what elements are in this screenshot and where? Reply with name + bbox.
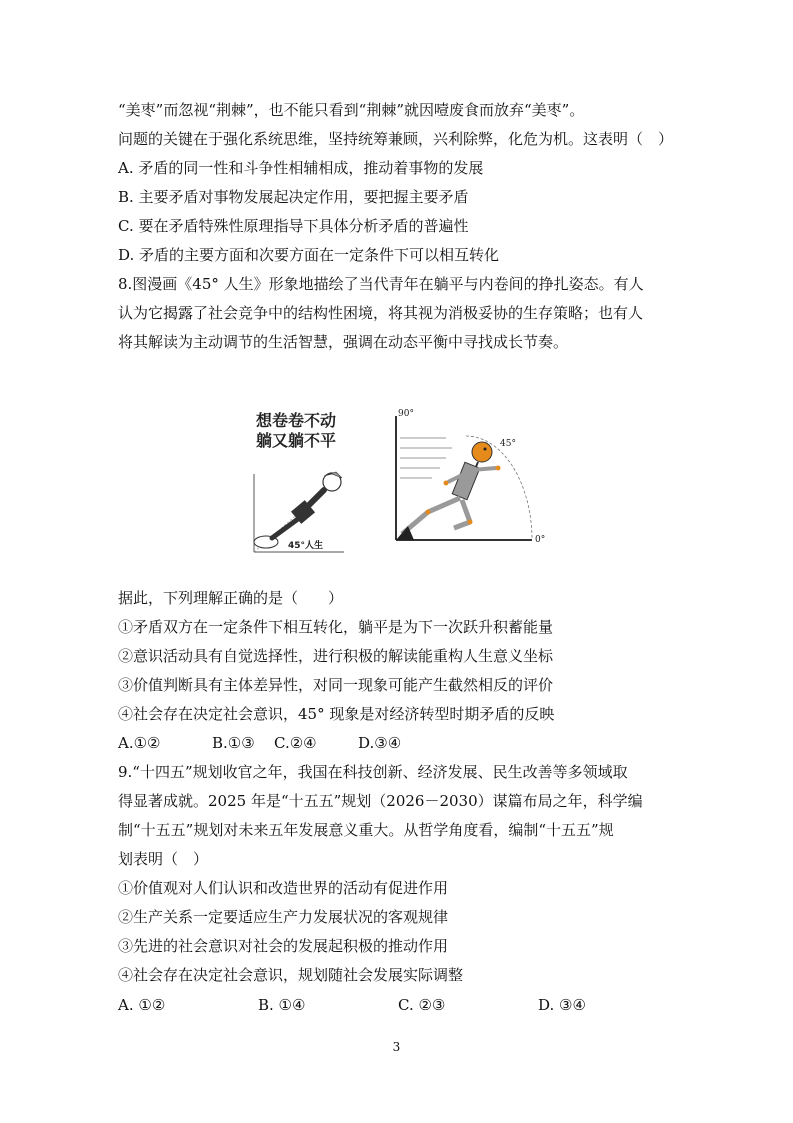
q9-statement-4: ④社会存在决定社会意识，规划随社会发展实际调整 xyxy=(118,966,464,984)
q9-statement-2: ②生产关系一定要适应生产力发展状况的客观规律 xyxy=(118,908,449,926)
leaning-figure xyxy=(254,472,342,548)
q8-choice-a: A.①② xyxy=(118,734,161,752)
running-figure xyxy=(396,442,501,540)
q9-choice-c: C. ②③ xyxy=(398,996,446,1014)
cartoon-45-degree-life xyxy=(232,404,562,560)
q9-choice-a: A. ①② xyxy=(118,996,166,1014)
q8-stem-line-3: 将其解读为主动调节的生活智慧，强调在动态平衡中寻找成长节奏。 xyxy=(118,333,569,351)
q8-stem-line-1: 8.图漫画《45° 人生》形象地描绘了当代青年在躺平与内卷间的挣扎姿态。有人 xyxy=(118,275,644,293)
q9-choice-b: B. ①④ xyxy=(258,996,306,1014)
q8-choice-d: D.③④ xyxy=(358,734,402,752)
q7-option-c: C. 要在矛盾特殊性原理指导下具体分析矛盾的普遍性 xyxy=(118,217,469,235)
q8-choice-c: C.②④ xyxy=(274,734,317,752)
q8-statement-3: ③价值判断具有主体差异性，对同一现象可能产生截然相反的评价 xyxy=(118,676,554,694)
q8-statement-1: ①矛盾双方在一定条件下相互转化，躺平是为下一次跃升积蓄能量 xyxy=(118,618,554,636)
cartoon-caption-line-2: 躺又躺不平 xyxy=(256,431,337,450)
q7-stem-line-1: “美枣”而忽视“荆棘”，也不能只看到“荆棘”就因噎废食而放弃“美枣”。 xyxy=(118,101,585,119)
q9-stem-line-3: 制“十五五”规划对未来五年发展意义重大。从哲学角度看，编制“十五五”规 xyxy=(118,821,614,839)
right-panel xyxy=(396,409,545,545)
q8-statement-4: ④社会存在决定社会意识，45° 现象是对经济转型时期矛盾的反映 xyxy=(118,705,555,723)
q7-stem-line-2: 问题的关键在于强化系统思维，坚持统筹兼顾，兴利除弊，化危为机。这表明（ ） xyxy=(118,130,674,148)
q7-option-d: D. 矛盾的主要方面和次要方面在一定条件下可以相互转化 xyxy=(118,246,500,264)
speed-lines xyxy=(400,438,452,478)
q9-stem-line-4: 划表明（ ） xyxy=(118,850,209,868)
angle-45-label: 45° xyxy=(500,439,516,449)
angle-90-label: 90° xyxy=(398,409,414,419)
q8-question: 据此，下列理解正确的是（ ） xyxy=(118,589,344,607)
q7-option-a: A. 矛盾的同一性和斗争性相辅相成，推动着事物的发展 xyxy=(118,159,484,177)
q7-option-b: B. 主要矛盾对事物发展起决定作用，要把握主要矛盾 xyxy=(118,188,469,206)
q9-stem-line-1: 9.“十四五”规划收官之年，我国在科技创新、经济发展、民生改善等多领域取 xyxy=(118,763,628,781)
cartoon-caption-line-1: 想卷卷不动 xyxy=(256,411,337,430)
q8-stem-line-2: 认为它揭露了社会竞争中的结构性困境，将其视为消极妥协的生存策略；也有人 xyxy=(118,304,644,322)
left-panel xyxy=(254,472,344,552)
q9-choice-d: D. ③④ xyxy=(538,996,586,1014)
angle-0-label: 0° xyxy=(535,535,546,545)
q8-statement-2: ②意识活动具有自觉选择性，进行积极的解读能重构人生意义坐标 xyxy=(118,647,554,665)
q9-statement-1: ①价值观对人们认识和改造世界的活动有促进作用 xyxy=(118,879,449,897)
q8-choice-b: B.①③ xyxy=(212,734,255,752)
left-panel-label: 45°人生 xyxy=(288,541,324,551)
q9-statement-3: ③先进的社会意识对社会的发展起积极的推动作用 xyxy=(118,937,449,955)
q9-stem-line-2: 得显著成就。2025 年是“十五五”规划（2026－2030）谋篇布局之年，科学编 xyxy=(118,792,643,810)
page-number: 3 xyxy=(392,1040,401,1054)
